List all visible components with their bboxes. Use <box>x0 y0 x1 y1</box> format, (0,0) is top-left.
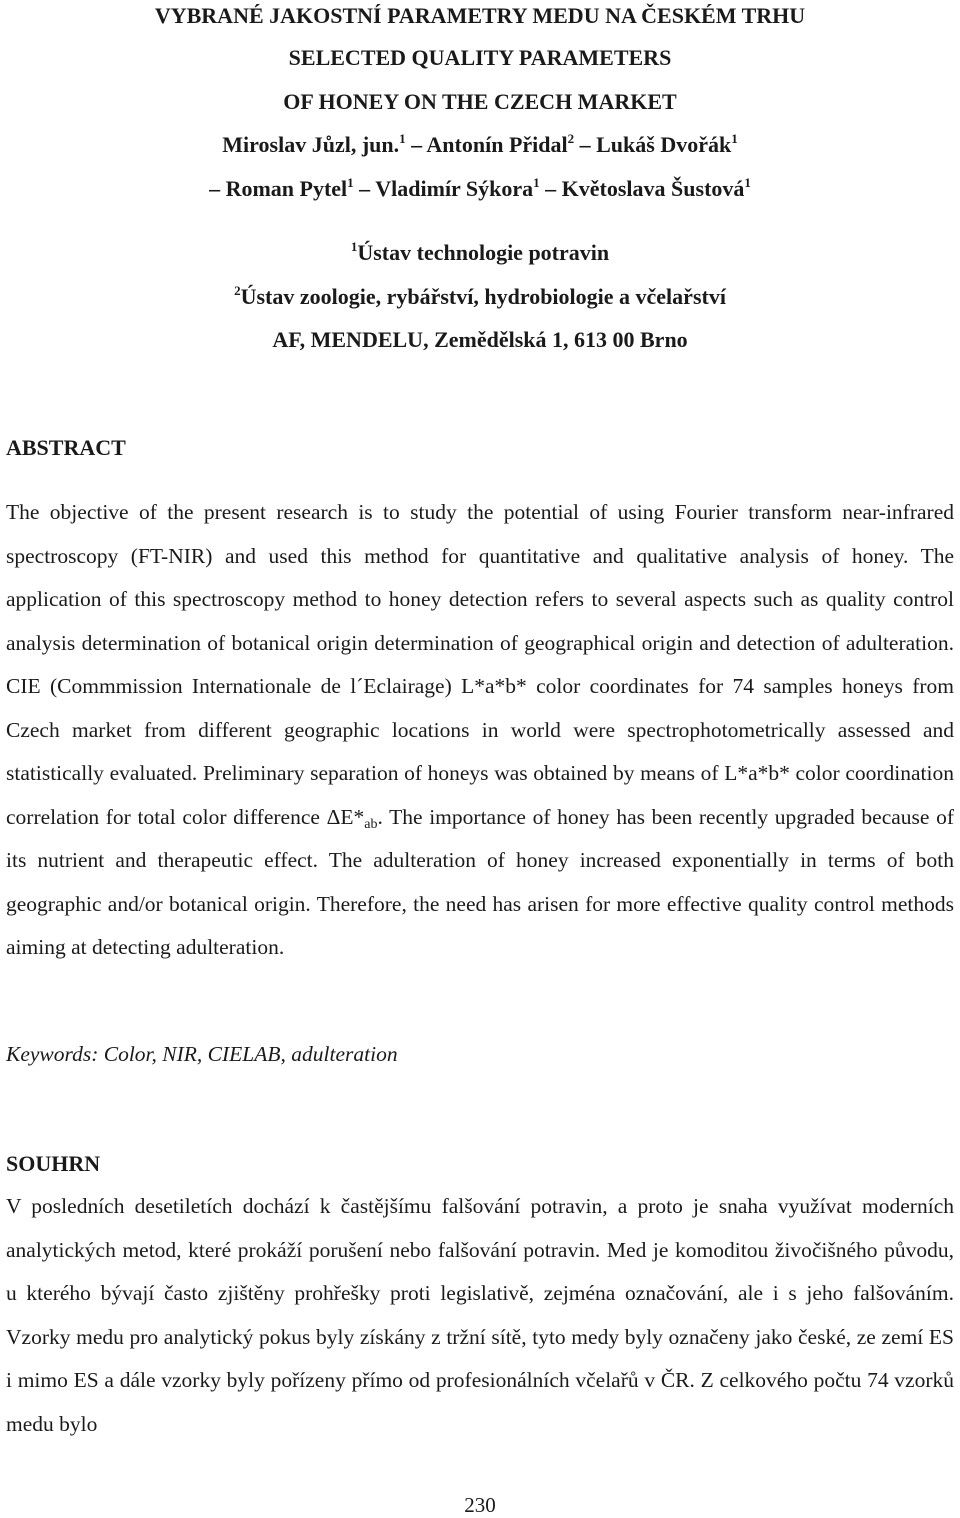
author-juzl: Miroslav Jůzl, jun. <box>222 132 400 157</box>
author-pytel: – Roman Pytel <box>209 176 348 201</box>
abstract-heading: ABSTRACT <box>6 435 126 460</box>
delta-e-subscript: ab <box>364 816 378 832</box>
author-pytel-affiliation: 1 <box>347 175 354 190</box>
title-english-line-2: OF HONEY ON THE CZECH MARKET <box>283 89 677 114</box>
affiliation-2-number: 2 <box>234 283 241 298</box>
delta-e: E* <box>340 804 365 829</box>
author-pridal-affiliation: 2 <box>567 131 575 146</box>
affiliation-1-name: Ústav technologie potravin <box>357 240 610 265</box>
affiliation-1 <box>0 240 960 266</box>
keywords-line: Keywords: Color, NIR, CIELAB, adulteration <box>6 1042 398 1066</box>
abstract-text-part-1: The objective of the present research is to study the potential of using Fourier transform near-infrared spectroscopy (FT-NIR) and used this method for quantitative and qualitative analysis of honey. The application of this spectroscopy method to honey detection refers to several aspects such as quality control analysis determination of botanical origin determination of geographical origin and detection of adulteration. CIE (Commmission Internationale de l´Eclairage) L*a*b* color coordinates for 74 samples honeys from Czech market from different geographic locations in world were spectrophotometrically assessed and statistically evaluated. Preliminary separation of honeys was obtained by means of L*a*b* color coordination correlation for total color difference <box>6 500 954 829</box>
author-sykora: – Vladimír Sýkora <box>353 176 534 201</box>
souhrn-text: V posledních desetiletích dochází k častějšímu falšování potravin, a proto je snaha využívat moderních analytických metod, které prokáží porušení nebo falšování potravin. Med je komoditou živočišného původu, u kterého bývají často zjištěny prohřešky proti legislativě, zejména označování, ale i s jeho falšováním. Vzorky medu pro analytický pokus byly získány z tržní sítě, tyto medy byly označeny jako české, ze zemí ES i mimo ES a dále vzorky byly pořízeny přímo od profesionálních včelařů v ČR. Z celkového počtu 74 vzorků medu bylo <box>6 1194 954 1436</box>
authors-line-2 <box>0 176 960 202</box>
abstract-text-part-2: . The importance of honey has been recently upgraded because of its nutrient and therapeutic effect. The adulteration of honey increased exponentially in terms of both geographic and/or botanical origin. Therefore, the need has arisen for more effective quality control methods aiming at detecting adulteration. <box>6 804 954 959</box>
author-sustova-affiliation: 1 <box>744 175 751 190</box>
author-pridal: – Antonín Přidal <box>405 132 568 157</box>
affiliation-1-number: 1 <box>350 239 358 254</box>
author-sustova: – Květoslava Šustová <box>539 176 745 201</box>
affiliation-address: AF, MENDELU, Zemědělská 1, 613 00 Brno <box>272 327 688 352</box>
title-czech: VYBRANÉ JAKOSTNÍ PARAMETRY MEDU NA ČESKÉM TRHU <box>154 3 806 28</box>
delta-symbol: Δ <box>326 804 341 829</box>
affiliation-2-name: Ústav zoologie, rybářství, hydrobiologie a včelařství <box>240 284 726 309</box>
affiliation-2 <box>0 284 960 310</box>
title-english-line-1: SELECTED QUALITY PARAMETERS <box>288 45 672 70</box>
abstract-text <box>6 491 954 970</box>
author-dvorak: – Lukáš Dvořák <box>574 132 732 157</box>
souhrn-heading: SOUHRN <box>6 1151 101 1176</box>
authors-line-1 <box>0 132 960 158</box>
author-sykora-affiliation: 1 <box>533 175 540 190</box>
author-juzl-affiliation: 1 <box>399 131 406 146</box>
author-dvorak-affiliation: 1 <box>731 131 738 146</box>
page-number: 230 <box>464 1493 496 1517</box>
